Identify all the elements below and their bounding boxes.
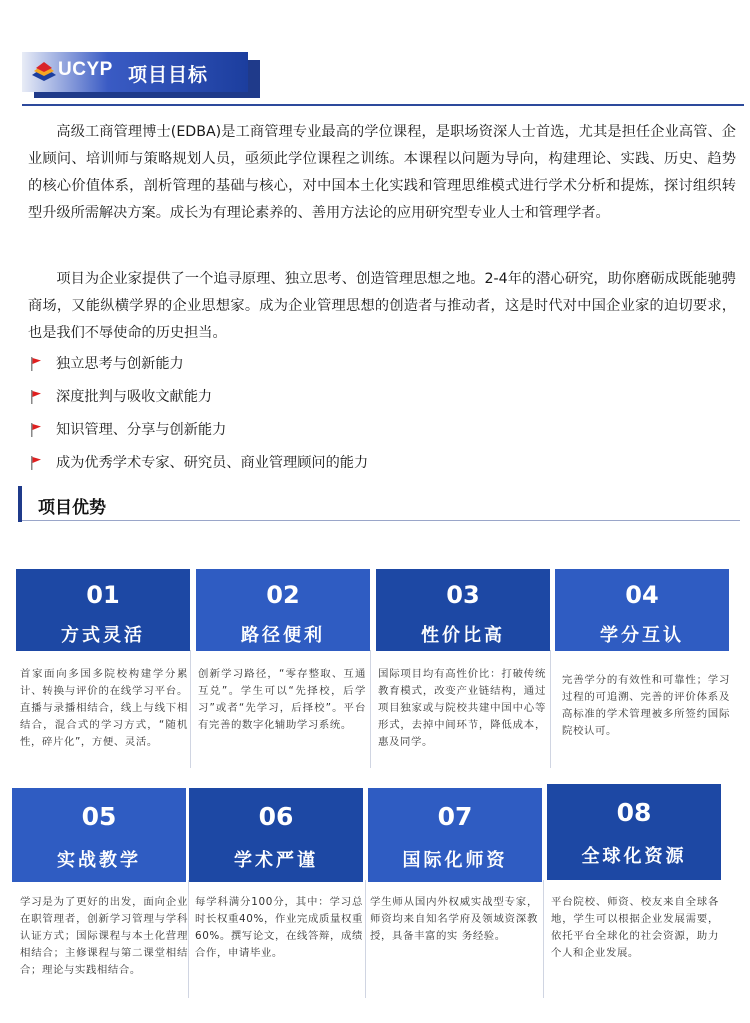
red-flag-icon <box>30 423 42 437</box>
card-title: 实战教学 <box>57 850 141 871</box>
card-number: 06 <box>258 802 294 831</box>
intro-paragraph-2: 项目为企业家提供了一个追寻原理、独立思考、创造管理思想之地。2-4年的潜心研究，助你磨砺成既能驰骋商场，又能纵横学界的企业思想家。成为企业管理思想的创造者与推动者，这是时代对中国企业家的迫切要求，也是我们不辱使命的历史担当。 <box>28 271 736 341</box>
card-title: 性价比高 <box>421 625 505 646</box>
card-description-08: 平台院校、师资、校友来自全球各地，学生可以根据企业发展需要，依托平台全球化的社会资源，助力个人和企业发展。 <box>551 896 719 959</box>
advantage-card-08 <box>547 784 721 880</box>
card-description-02: 创新学习路径，“零存整取、互通互兑”。学生可以“先择校，后学习”或者“先学习，后择校”。平台有完善的数字化辅助学习系统。 <box>198 668 366 731</box>
card-description-07: 学生师从国内外权威实战型专家，师资均来自知名学府及领域资深教授，具备丰富的实 务经验。 <box>370 896 538 942</box>
column-divider <box>365 880 366 998</box>
logo-mark-icon <box>30 61 58 83</box>
card-description-01: 首家面向多国多院校构建学分累计、转换与评价的在线学习平台。直播与录播相结合，线上与线下相结合，混合式的学习方式，“随机性，碎片化”，方便、灵活。 <box>20 668 188 748</box>
card-number: 01 <box>86 581 120 609</box>
list-item: 知识管理、分享与创新能力 <box>30 418 368 451</box>
card-description-03: 国际项目均有高性价比：打破传统教育模式，改变产业链结构，通过项目独家或与院校共建中国中心等形式，去掉中间环节，降低成本，惠及同学。 <box>378 668 546 748</box>
ucyp-logo <box>30 58 120 86</box>
goals-list <box>30 352 368 484</box>
advantage-card-05 <box>12 788 186 882</box>
section-title-goals: 项目目标 <box>128 64 209 86</box>
advantage-card-06 <box>189 788 363 882</box>
card-title: 路径便利 <box>241 625 325 646</box>
card-description-06: 每学科满分100分，其中：学习总时长权重40%，作业完成质量权重60%。撰写论文，在线答辩，成绩合作，申请毕业。 <box>195 896 363 959</box>
advantage-card-07 <box>368 788 542 882</box>
card-number: 02 <box>266 581 300 609</box>
card-number: 04 <box>625 581 659 609</box>
card-title: 学术严谨 <box>234 850 318 871</box>
advantage-card-03 <box>376 569 550 651</box>
card-title: 全球化资源 <box>581 846 687 867</box>
card-number: 07 <box>437 802 473 831</box>
column-divider <box>188 880 189 998</box>
list-item: 深度批判与吸收文献能力 <box>30 385 368 418</box>
section-title-advantages: 项目优势 <box>38 498 106 518</box>
column-divider <box>550 650 551 768</box>
red-flag-icon <box>30 456 42 470</box>
advantage-card-04 <box>555 569 729 651</box>
red-flag-icon <box>30 357 42 371</box>
advantage-card-01 <box>16 569 190 651</box>
logo-text: UCYP <box>58 59 113 80</box>
list-item: 成为优秀学术专家、研究员、商业管理顾问的能力 <box>30 451 368 484</box>
section-accent-bar <box>18 486 22 522</box>
column-divider <box>543 880 544 998</box>
card-title: 学分互认 <box>600 625 684 646</box>
card-description-04: 完善学分的有效性和可靠性；学习过程的可追溯、完善的评价体系及高标准的学术管理被多所签约国际院校认可。 <box>562 674 730 737</box>
header-divider <box>22 104 744 106</box>
card-description-05: 学习是为了更好的出发，面向企业在职管理者，创新学习管理与学科认证方式；国际课程与本土化营理相结合；主修课程与第二课堂相结合；理论与实践相结合。 <box>20 896 188 976</box>
card-title: 方式灵活 <box>61 625 145 646</box>
card-number: 08 <box>616 798 652 827</box>
card-number: 05 <box>81 802 117 831</box>
list-item: 独立思考与创新能力 <box>30 352 368 385</box>
card-title: 国际化师资 <box>402 850 508 871</box>
section-divider <box>22 520 740 521</box>
card-number: 03 <box>446 581 480 609</box>
intro-paragraph-1: 高级工商管理博士(EDBA)是工商管理专业最高的学位课程，是职场资深人士首选，尤其是担任企业高管、企业顾问、培训师与策略规划人员，亟须此学位课程之训练。本课程以问题为导向，构建理论、实践、历史、趋势的核心价值体系，剖析管理的基础与核心，对中国本土化实践和管理思维模式进行学术分析和提炼，探讨组织转型升级所需解决方案。成长为有理论素养的、善用方法论的应用研究型专业人士和管理学者。 <box>28 124 736 221</box>
column-divider <box>370 650 371 768</box>
red-flag-icon <box>30 390 42 404</box>
advantage-card-02 <box>196 569 370 651</box>
column-divider <box>190 650 191 768</box>
